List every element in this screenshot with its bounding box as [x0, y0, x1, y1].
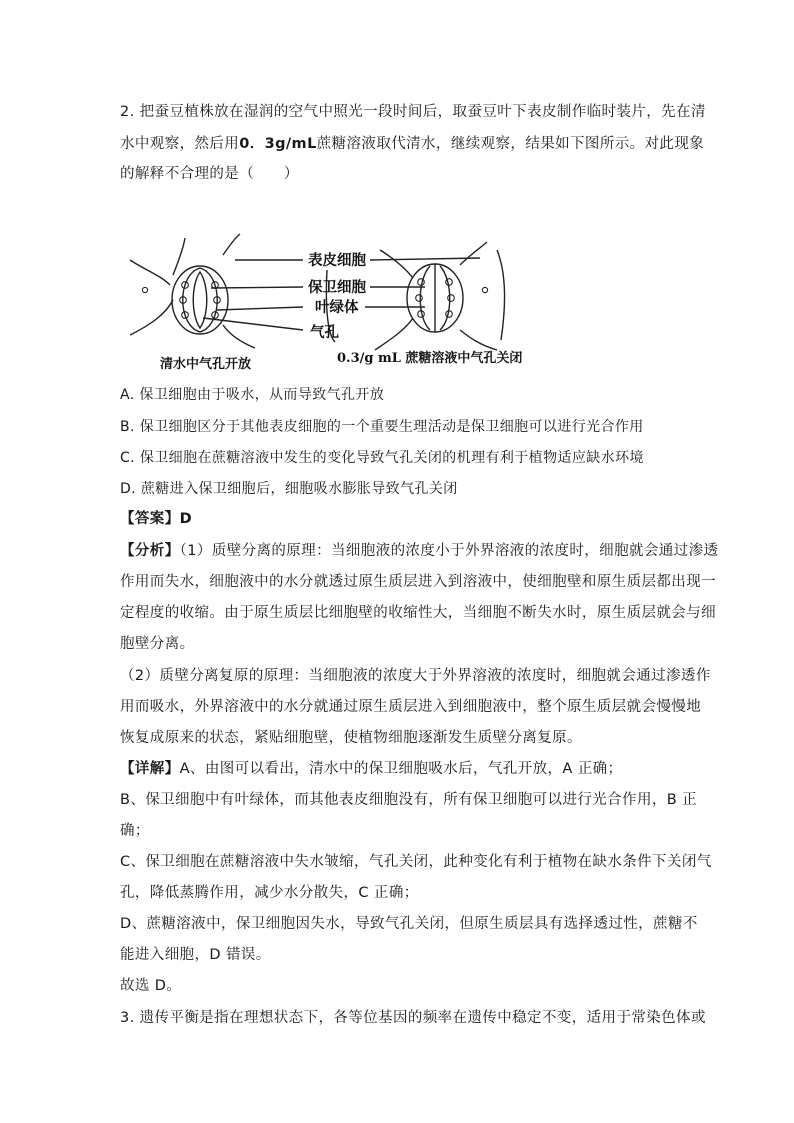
- question-2-line-2: [120, 134, 704, 154]
- cell-wall-line: [460, 242, 487, 265]
- detail-line-c1: C、保卫细胞在蔗糖溶液中失水皱缩，气孔关闭，此种变化有利于植物在缺水条件下关闭气: [120, 854, 712, 870]
- detail-choose: 故选 D。: [120, 978, 182, 994]
- question-3-line-1: 3. 遗传平衡是指在理想状态下，各等位基因的频率在遗传中稳定不变，适用于常染色体或: [120, 1010, 706, 1026]
- right-guard-cell-b: [440, 266, 450, 330]
- caption-open-stoma: 清水中气孔开放: [160, 357, 252, 372]
- cell-wall-line: [375, 318, 413, 350]
- stomata-figure: [125, 230, 535, 375]
- pointer-stoma: [203, 318, 303, 330]
- analysis-tag: 【分析】: [120, 543, 180, 559]
- cell-wall-line: [223, 234, 240, 255]
- answer-line: 【答案】D: [120, 511, 193, 527]
- question-2-line-2-post: 蔗糖溶液取代清水，继续观察，结果如下图所示。对此现象: [316, 136, 705, 152]
- left-open-pore: [193, 272, 207, 328]
- detail-line-d1: D、蔗糖溶液中，保卫细胞因失水，导致气孔关闭，但原生质层具有选择透过性，蔗糖不: [120, 916, 698, 932]
- detail-line-b2: 确；: [120, 823, 150, 839]
- option-b: B. 保卫细胞区分于其他表皮细胞的一个重要生理活动是保卫细胞可以进行光合作用: [120, 419, 644, 435]
- option-a: A. 保卫细胞由于吸水，从而导致气孔开放: [120, 387, 385, 403]
- analysis-p1-l1: （1）质壁分离的原理：当细胞液的浓度小于外界溶液的浓度时，细胞就会通过渗透: [179, 543, 719, 559]
- analysis-line-3: 定程度的收缩。由于原生质层比细胞壁的收缩性大，当细胞不断失水时，原生质层就会与细: [120, 605, 716, 621]
- right-guard-cell-a: [420, 266, 430, 330]
- cell-wall-line: [173, 238, 185, 275]
- question-2-line-3: 的解释不合理的是（ ）: [120, 166, 299, 182]
- pointer-guard: [211, 287, 303, 288]
- caption-closed-stoma: 0.3/g mL 蔗糖溶液中气孔关闭: [337, 351, 523, 366]
- cell-wall-line: [130, 300, 173, 335]
- detail-line-b1: B、保卫细胞中有叶绿体，而其他表皮细胞没有，所有保卫细胞可以进行光合作用，B 正: [120, 792, 698, 808]
- detail-a: A、由图可以看出，清水中的保卫细胞吸水后，气孔开放，A 正确；: [179, 761, 623, 777]
- cell-wall-line: [460, 330, 497, 350]
- pointer-epidermal-right: [370, 258, 480, 260]
- analysis-line-7: 恢复成原来的状态，紧贴细胞壁，使植物细胞逐渐发生质壁分离复原。: [120, 730, 582, 746]
- label-chloroplast: 叶绿体: [315, 299, 359, 316]
- question-2-line-1: 2. 把蚕豆植株放在湿润的空气中照光一段时间后，取蚕豆叶下表皮制作临时装片，先在清: [120, 104, 706, 120]
- detail-line-c2: 孔，降低蒸腾作用，减少水分散失，C 正确；: [120, 885, 419, 901]
- analysis-line-4: 胞壁分离。: [120, 636, 195, 652]
- detail-line-d2: 能进入细胞，D 错误。: [120, 947, 271, 963]
- detail-line-a: [120, 759, 622, 779]
- pointer-chloroplast: [217, 307, 303, 310]
- analysis-line-2: 作用而失水，细胞液中的水分就透过原生质层进入到溶液中，使细胞壁和原生质层都出现一: [120, 574, 716, 590]
- analysis-line-6: 用而吸水，外界溶液中的水分就通过原生质层进入到细胞液中，整个原生质层就会慢慢地: [120, 699, 702, 715]
- cell-wall-line: [380, 250, 413, 278]
- analysis-line-1: [120, 541, 718, 561]
- cell-wall-line: [130, 260, 170, 285]
- option-d: D. 蔗糖进入保卫细胞后，细胞吸水膨胀导致气孔关闭: [120, 481, 458, 497]
- option-c: C. 保卫细胞在蔗糖溶液中发生的变化导致气孔关闭的机理有利于植物适应缺水环境: [120, 450, 644, 466]
- analysis-line-5: （2）质壁分离复原的原理：当细胞液的浓度大于外界溶液的浓度时，细胞就会通过渗透作: [120, 668, 711, 684]
- label-guard-cell: 保卫细胞: [308, 279, 366, 296]
- question-2-concentration: 0．3g/mL: [239, 136, 317, 152]
- left-stoma-outline: [172, 266, 228, 334]
- label-stoma: 气孔: [310, 324, 339, 341]
- label-epidermal-cell: 表皮细胞: [308, 252, 366, 269]
- question-2-line-2-pre: 水中观察，然后用: [120, 136, 240, 152]
- cell-wall-line: [223, 325, 255, 348]
- cell-wall-line: [497, 250, 504, 340]
- detail-tag: 【详解】: [120, 761, 180, 777]
